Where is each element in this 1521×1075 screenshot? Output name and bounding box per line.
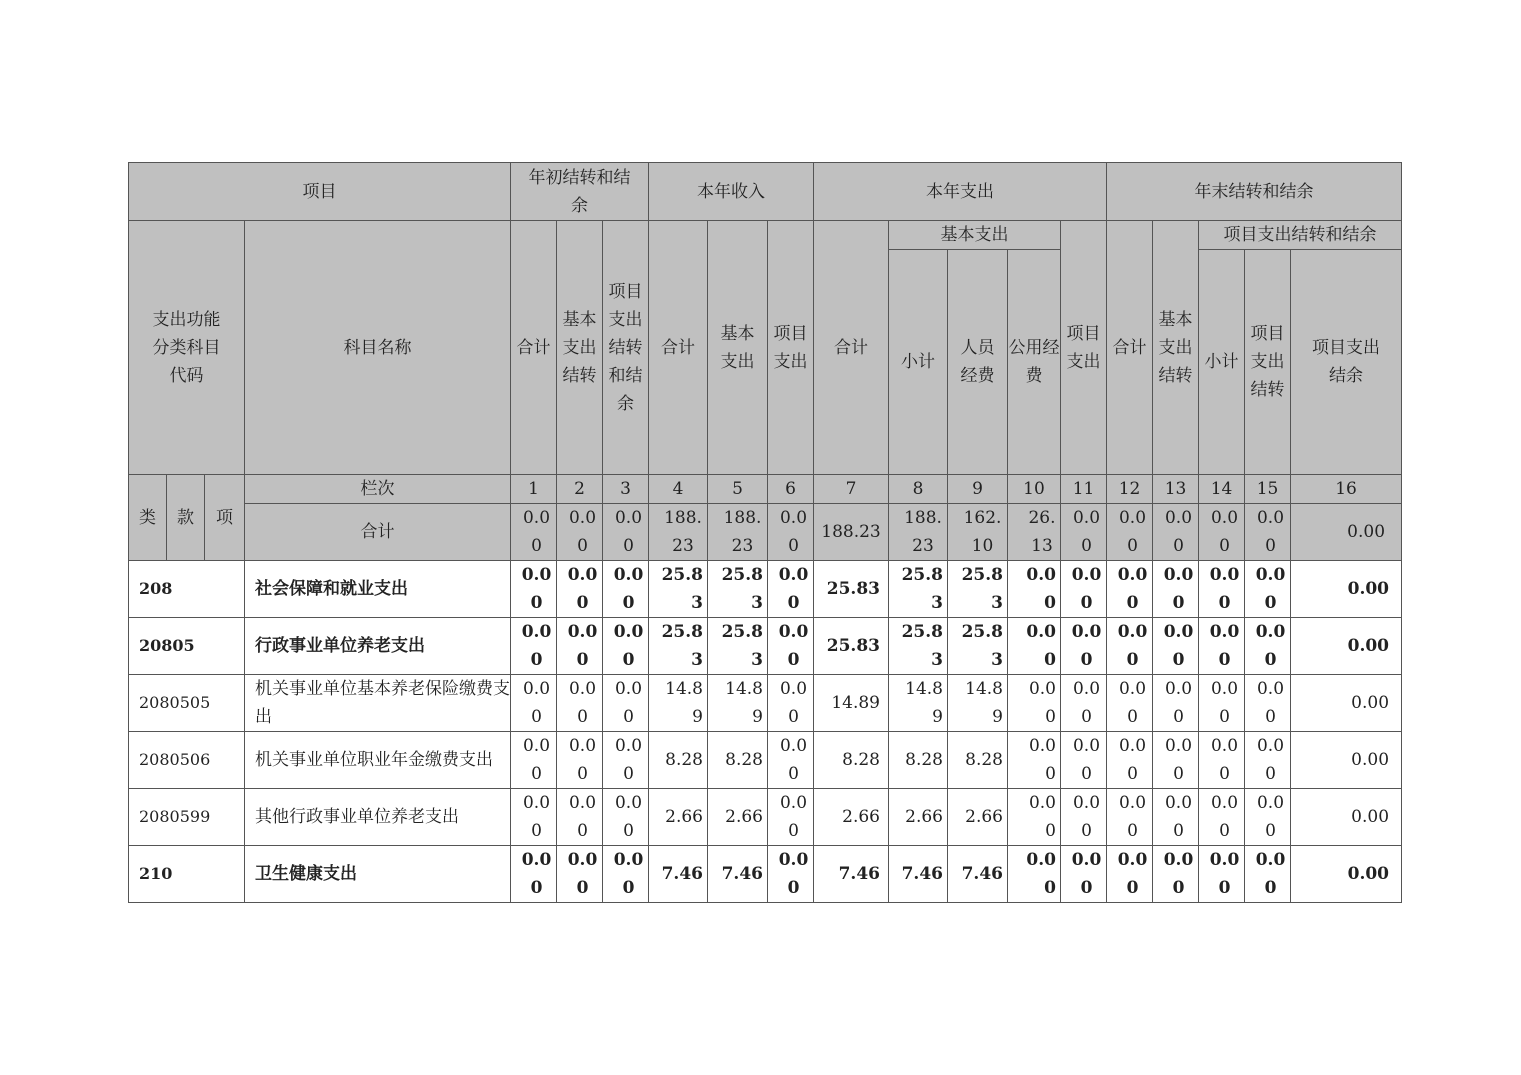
row-value: 25.83 — [814, 618, 889, 675]
header-c12: 合计 — [1107, 221, 1153, 475]
row-value: 25.83 — [889, 561, 948, 618]
row-value: 7.46 — [649, 846, 708, 903]
row-value: 0.00 — [1107, 618, 1153, 675]
header-c14: 小计 — [1199, 250, 1245, 475]
data-rows — [129, 561, 1402, 903]
row-value: 0.00 — [1199, 561, 1245, 618]
row-code: 20805 — [129, 618, 245, 675]
col-number: 9 — [948, 475, 1008, 504]
col-number: 1 — [511, 475, 557, 504]
row-value: 0.00 — [1061, 561, 1107, 618]
row-value: 25.83 — [708, 561, 768, 618]
header-closing: 年末结转和结余 — [1107, 163, 1402, 221]
row-value: 0.00 — [1153, 561, 1199, 618]
table-row — [129, 675, 1402, 732]
col-number: 15 — [1245, 475, 1291, 504]
row-value: 0.00 — [1008, 561, 1061, 618]
row-value: 0.00 — [603, 789, 649, 846]
row-value: 0.00 — [1061, 675, 1107, 732]
row-value: 0.00 — [1008, 789, 1061, 846]
col-number: 14 — [1199, 475, 1245, 504]
header-c2: 基本支出结转 — [557, 221, 603, 475]
row-value: 8.28 — [889, 732, 948, 789]
row-value: 25.83 — [708, 618, 768, 675]
header-func-code: 支出功能分类科目代码 — [129, 221, 245, 475]
row-value: 2.66 — [649, 789, 708, 846]
total-row — [129, 504, 1402, 561]
header-row-groups — [129, 163, 1402, 221]
row-value: 0.00 — [557, 618, 603, 675]
row-value: 8.28 — [948, 732, 1008, 789]
total-value: 188.23 — [649, 504, 708, 561]
total-label: 合计 — [245, 504, 511, 561]
row-name: 社会保障和就业支出 — [245, 561, 511, 618]
row-value: 0.00 — [768, 675, 814, 732]
row-value: 0.00 — [1199, 618, 1245, 675]
row-value: 0.00 — [1291, 789, 1402, 846]
total-value: 0.00 — [1107, 504, 1153, 561]
row-value: 25.83 — [814, 561, 889, 618]
header-c3: 项目支出结转和结余 — [603, 221, 649, 475]
row-value: 7.46 — [889, 846, 948, 903]
row-value: 2.66 — [889, 789, 948, 846]
row-value: 0.00 — [511, 732, 557, 789]
row-value: 25.83 — [649, 561, 708, 618]
row-value: 0.00 — [603, 561, 649, 618]
total-value: 0.00 — [1245, 504, 1291, 561]
row-value: 0.00 — [1107, 675, 1153, 732]
row-code: 208 — [129, 561, 245, 618]
header-opening: 年初结转和结余 — [511, 163, 649, 221]
row-value: 0.00 — [1291, 618, 1402, 675]
header-c8: 小计 — [889, 250, 948, 475]
row-value: 14.89 — [889, 675, 948, 732]
row-value: 0.00 — [768, 789, 814, 846]
row-value: 0.00 — [1008, 675, 1061, 732]
col-number: 10 — [1008, 475, 1061, 504]
row-value: 0.00 — [557, 789, 603, 846]
header-c15: 项目支出结转 — [1245, 250, 1291, 475]
header-c13: 基本支出结转 — [1153, 221, 1199, 475]
col-number: 12 — [1107, 475, 1153, 504]
row-code: 2080506 — [129, 732, 245, 789]
row-value: 7.46 — [814, 846, 889, 903]
budget-table — [128, 162, 1402, 903]
row-value: 0.00 — [1291, 675, 1402, 732]
row-value: 0.00 — [1061, 618, 1107, 675]
row-value: 0.00 — [1153, 732, 1199, 789]
row-value: 0.00 — [511, 789, 557, 846]
header-project-carry: 项目支出结转和结余 — [1199, 221, 1402, 250]
row-value: 0.00 — [1245, 846, 1291, 903]
row-value: 0.00 — [603, 732, 649, 789]
table-row — [129, 732, 1402, 789]
column-number-row — [129, 475, 1402, 504]
row-value: 0.00 — [1199, 789, 1245, 846]
row-value: 8.28 — [649, 732, 708, 789]
row-value: 0.00 — [1245, 732, 1291, 789]
row-value: 0.00 — [557, 846, 603, 903]
header-c16: 项目支出结余 — [1291, 250, 1402, 475]
total-value: 26.13 — [1008, 504, 1061, 561]
row-value: 25.83 — [889, 618, 948, 675]
row-value: 0.00 — [1291, 561, 1402, 618]
header-lanci: 栏次 — [245, 475, 511, 504]
row-value: 0.00 — [511, 675, 557, 732]
row-value: 0.00 — [1107, 732, 1153, 789]
row-value: 0.00 — [768, 618, 814, 675]
total-value: 188.23 — [889, 504, 948, 561]
row-value: 0.00 — [768, 732, 814, 789]
table-row — [129, 618, 1402, 675]
row-value: 2.66 — [814, 789, 889, 846]
row-value: 25.83 — [948, 618, 1008, 675]
header-c7: 合计 — [814, 221, 889, 475]
row-name: 机关事业单位基本养老保险缴费支出 — [245, 675, 511, 732]
table-row — [129, 846, 1402, 903]
row-value: 25.83 — [948, 561, 1008, 618]
header-kuan: 款 — [167, 475, 205, 561]
row-value: 0.00 — [1008, 618, 1061, 675]
header-subject-name: 科目名称 — [245, 221, 511, 475]
row-value: 0.00 — [603, 846, 649, 903]
row-value: 2.66 — [708, 789, 768, 846]
header-income: 本年收入 — [649, 163, 814, 221]
header-c1: 合计 — [511, 221, 557, 475]
col-number: 5 — [708, 475, 768, 504]
row-value: 8.28 — [814, 732, 889, 789]
row-name: 行政事业单位养老支出 — [245, 618, 511, 675]
row-value: 14.89 — [948, 675, 1008, 732]
row-value: 0.00 — [1008, 846, 1061, 903]
row-value: 0.00 — [1291, 846, 1402, 903]
row-value: 0.00 — [1061, 732, 1107, 789]
row-name: 卫生健康支出 — [245, 846, 511, 903]
row-value: 0.00 — [1107, 846, 1153, 903]
row-name: 其他行政事业单位养老支出 — [245, 789, 511, 846]
row-value: 0.00 — [1153, 846, 1199, 903]
header-c4: 合计 — [649, 221, 708, 475]
total-value: 0.00 — [557, 504, 603, 561]
table-row — [129, 789, 1402, 846]
row-value: 0.00 — [1245, 618, 1291, 675]
row-value: 0.00 — [1107, 789, 1153, 846]
header-lei: 类 — [129, 475, 167, 561]
row-name: 机关事业单位职业年金缴费支出 — [245, 732, 511, 789]
row-code: 210 — [129, 846, 245, 903]
row-code: 2080505 — [129, 675, 245, 732]
row-value: 0.00 — [603, 618, 649, 675]
header-c5: 基本支出 — [708, 221, 768, 475]
row-value: 0.00 — [557, 675, 603, 732]
row-value: 0.00 — [1291, 732, 1402, 789]
total-value: 0.00 — [1061, 504, 1107, 561]
total-value: 0.00 — [1153, 504, 1199, 561]
row-value: 0.00 — [768, 846, 814, 903]
row-value: 0.00 — [511, 561, 557, 618]
row-value: 0.00 — [1153, 618, 1199, 675]
col-number: 4 — [649, 475, 708, 504]
row-value: 14.89 — [814, 675, 889, 732]
total-value: 0.00 — [603, 504, 649, 561]
row-code: 2080599 — [129, 789, 245, 846]
row-value: 25.83 — [649, 618, 708, 675]
row-value: 0.00 — [1199, 846, 1245, 903]
col-number: 2 — [557, 475, 603, 504]
row-value: 0.00 — [1199, 675, 1245, 732]
row-value: 0.00 — [768, 561, 814, 618]
col-number: 13 — [1153, 475, 1199, 504]
row-value: 0.00 — [1245, 789, 1291, 846]
row-value: 7.46 — [708, 846, 768, 903]
row-value: 2.66 — [948, 789, 1008, 846]
row-value: 7.46 — [948, 846, 1008, 903]
header-c6: 项目支出 — [768, 221, 814, 475]
total-value: 188.23 — [708, 504, 768, 561]
total-value: 0.00 — [1199, 504, 1245, 561]
row-value: 0.00 — [557, 561, 603, 618]
header-c11: 项目支出 — [1061, 221, 1107, 475]
row-value: 0.00 — [511, 846, 557, 903]
col-number: 3 — [603, 475, 649, 504]
col-number: 11 — [1061, 475, 1107, 504]
row-value: 0.00 — [557, 732, 603, 789]
row-value: 0.00 — [1008, 732, 1061, 789]
total-value: 0.00 — [768, 504, 814, 561]
total-value: 162.10 — [948, 504, 1008, 561]
row-value: 14.89 — [649, 675, 708, 732]
header-row-sub — [129, 221, 1402, 250]
row-value: 0.00 — [1107, 561, 1153, 618]
total-value: 0.00 — [1291, 504, 1402, 561]
header-c10: 公用经费 — [1008, 250, 1061, 475]
header-project: 项目 — [129, 163, 511, 221]
row-value: 0.00 — [1061, 846, 1107, 903]
row-value: 8.28 — [708, 732, 768, 789]
total-value: 188.23 — [814, 504, 889, 561]
row-value: 0.00 — [511, 618, 557, 675]
row-value: 0.00 — [603, 675, 649, 732]
table-row — [129, 561, 1402, 618]
row-value: 0.00 — [1245, 675, 1291, 732]
row-value: 0.00 — [1245, 561, 1291, 618]
header-expense: 本年支出 — [814, 163, 1107, 221]
row-value: 0.00 — [1153, 789, 1199, 846]
col-number: 7 — [814, 475, 889, 504]
row-value: 14.89 — [708, 675, 768, 732]
header-basic-expense: 基本支出 — [889, 221, 1061, 250]
header-xiang: 项 — [205, 475, 245, 561]
col-number: 6 — [768, 475, 814, 504]
row-value: 0.00 — [1153, 675, 1199, 732]
header-c9: 人员经费 — [948, 250, 1008, 475]
total-value: 0.00 — [511, 504, 557, 561]
row-value: 0.00 — [1061, 789, 1107, 846]
col-number: 16 — [1291, 475, 1402, 504]
col-number: 8 — [889, 475, 948, 504]
row-value: 0.00 — [1199, 732, 1245, 789]
